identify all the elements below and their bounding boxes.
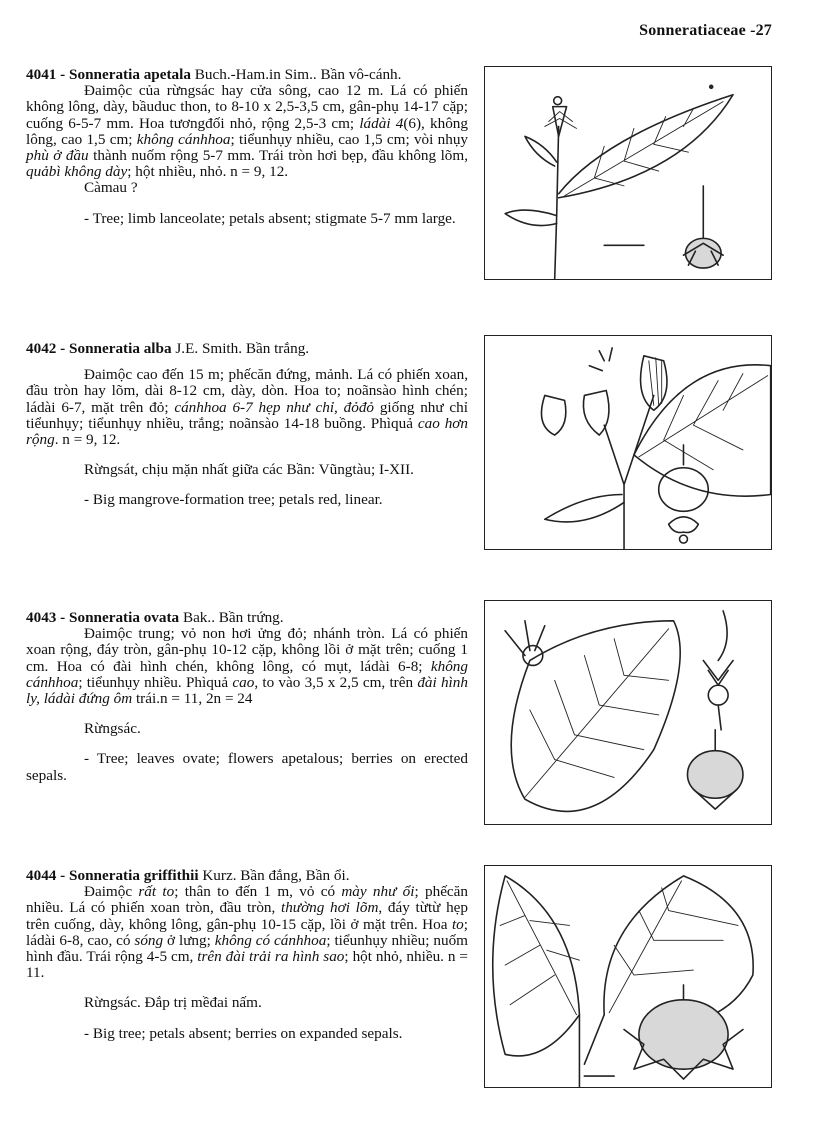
entry-4042: [26, 341, 468, 509]
sonneratia-griffithii-drawing: [485, 866, 771, 1087]
sonneratia-ovata-drawing: [485, 601, 771, 824]
entry-heading: 4042 - Sonneratia alba J.E. Smith. Bần trắng.: [26, 340, 310, 357]
entry-habitat: Càmau ?: [84, 179, 138, 197]
entry-english: - Big tree; petals absent; berries on expanded sepals.: [84, 1024, 403, 1042]
entry-description: Đaimộc trung; vỏ non hơi ửng đỏ; nhánh tròn. Lá có phiến xoan rộng, đáy tròn, gân-phụ 10-12 cặp, không lồi ở mặt trên; cuống 1 cm. Hoa có đài hình chén, không lông, có mụt, ládài 6-8; không cánhhoa; tiểunhụy nhiều. Phìquả cao, to vào 3,5 x 2,5 cm, trên đài hình ly, ládài đứng ôm trái.n = 11, 2n = 24: [26, 625, 468, 708]
entry-number: 4041: [26, 66, 57, 83]
illustration-4043: [484, 600, 772, 825]
species-author: J.E. Smith. Bần trắng.: [175, 340, 310, 357]
sonneratia-alba-drawing: [485, 336, 771, 549]
species-author: Buch.-Ham.in Sim.. Bần vô-cánh.: [194, 66, 402, 83]
illustration-4041: [484, 66, 772, 280]
species-name: Sonneratia griffithii: [69, 867, 199, 884]
entry-english: - Tree; leaves ovate; flowers apetalous; berries on erected sepals.: [26, 750, 468, 784]
species-name: Sonneratia alba: [69, 340, 172, 357]
entry-number: 4044: [26, 867, 57, 884]
species-name: Sonneratia apetala: [69, 66, 191, 83]
entry-habitat: Rừngsác.: [84, 720, 141, 738]
entry-4044: [26, 868, 468, 1042]
sonneratia-apetala-drawing: [485, 67, 771, 279]
illustration-4044: [484, 865, 772, 1088]
entry-heading: 4044 - Sonneratia griffithii Kurz. Bần đắng, Bần ổi.: [26, 867, 350, 884]
entry-description: Đaimộc của rừngsác hay cửa sông, cao 12 m. Lá có phiến không lông, dày, bầuduc thon, to 8-10 x 2,5-3,5 cm, gân-phụ 14-17 cặp; cuống 6-5-7 mm. Hoa tươngđối nhỏ, rộng 2,5-3 cm; ládài 4(6), không lông, cao 1,5 cm; không cánhhoa; tiểunhụy nhiều, cao 1,5 cm; vòi nhụy phù ở đầu thành nuốm rộng 5-7 mm. Trái tròn hơi bẹp, đầu không lõm, quảbì không dày; hột nhiều, nhỏ. n = 9, 12.: [26, 82, 469, 181]
entry-description: Đaimộc cao đến 15 m; phếcăn đứng, mảnh. Lá có phiến xoan, đầu tròn hay lõm, dài 8-12 cm, dày, dòn. Hoa to; noãnsào hình chén; ládài 6-7, mặt trên đỏ; cánhhoa 6-7 hẹp như chỉ, đỏđỏ giống như chỉ tiểunhụy; tiểunhụy nhiều, trắng; noãnsào 14-18 buồng. Phìquả cao hơn rộng. n = 9, 12.: [26, 366, 468, 449]
illustration-4042: [484, 335, 772, 550]
species-author: Bak.. Bần trứng.: [182, 609, 284, 626]
entry-description: Đaimộc rất to; thân to đến 1 m, vỏ có mày như ổi; phếcăn nhiều. Lá có phiến xoan tròn, đầu tròn, thường hơi lõm, đáy từtừ hẹp trên cuống, dày, không lông, gân-phụ 10-15 cặp, lồi ở mặt trên. Hoa to; ládài 6-8, cao, có sóng ở lưng; không có cánhhoa; tiểunhụy nhiều; nuốm hình đầu. Trái rộng 4-5 cm, trên đài trải ra hình sao; hột nhỏ, nhiều. n = 11.: [26, 883, 469, 982]
species-author: Kurz. Bần đắng, Bần ổi.: [202, 867, 350, 884]
entry-4043: [26, 610, 468, 784]
entry-4041: [26, 67, 468, 227]
entry-english: - Big mangrove-formation tree; petals red, linear.: [84, 491, 383, 509]
entry-english: - Tree; limb lanceolate; petals absent; stigmate 5-7 mm large.: [84, 209, 456, 227]
species-name: Sonneratia ovata: [69, 609, 180, 626]
entry-habitat: Rừngsát, chịu mặn nhất giữa các Bần: Vũngtàu; I-XII.: [84, 461, 414, 479]
entry-heading: 4041 - Sonneratia apetala Buch.-Ham.in Sim.. Bần vô-cánh.: [26, 66, 402, 83]
entry-number: 4043: [26, 609, 57, 626]
entry-heading: 4043 - Sonneratia ovata Bak.. Bần trứng.: [26, 609, 284, 626]
entry-habitat: Rừngsác. Đắp trị mềđai nấm.: [84, 994, 262, 1012]
page-header: Sonneratiaceae -27: [639, 22, 772, 39]
entry-number: 4042: [26, 340, 57, 357]
